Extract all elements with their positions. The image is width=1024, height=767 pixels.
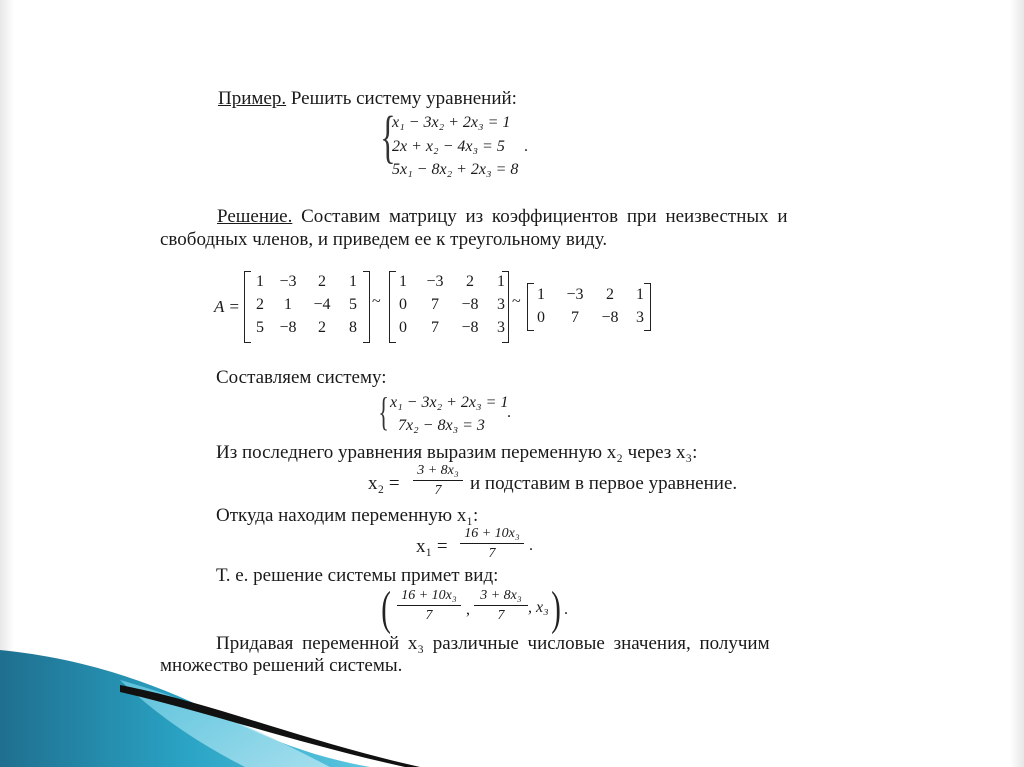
x1-lhs: x₁ = xyxy=(416,536,448,557)
x2-lhs: x₂ = xyxy=(368,473,400,494)
tilde-2: ~ xyxy=(512,293,521,310)
x2-rest: и подставим в первое уравнение. xyxy=(470,473,738,494)
m3-cell: 2 xyxy=(606,286,614,303)
system1-brace: { xyxy=(380,104,396,169)
m2-cell: 2 xyxy=(466,273,474,290)
right-edge-shadow xyxy=(1010,0,1024,767)
m1-cell: 2 xyxy=(318,273,326,290)
m1-cell: −4 xyxy=(313,296,331,313)
system1-eq1: x₁ − 3x₂ + 2x₃ = 1 xyxy=(392,114,511,131)
m1-cell: 1 xyxy=(256,273,264,290)
x1-fraction xyxy=(460,527,524,561)
system2-eq1: x₁ − 3x₂ + 2x₃ = 1 xyxy=(390,394,509,411)
x2-numerator: 3 + 8x₃ xyxy=(413,464,463,481)
m2-cell: 0 xyxy=(399,319,407,336)
system1-eq2: 2x + x₂ − 4x₃ = 5 xyxy=(392,138,505,155)
m2-cell: 1 xyxy=(399,273,407,290)
m1-cell: 1 xyxy=(284,296,292,313)
tuple-x3: , x₃ xyxy=(528,599,549,616)
m3-cell: 7 xyxy=(571,309,579,326)
m1-cell: 5 xyxy=(349,296,357,313)
system2-eq2: 7x₂ − 8x₃ = 3 xyxy=(398,417,485,434)
m3-cell: 1 xyxy=(537,286,545,303)
system1-dot: . xyxy=(524,138,528,155)
m1-cell: 2 xyxy=(256,296,264,313)
tuple-fraction1: $\frac{\text{16 + 10x₃}}{7}$ xyxy=(397,589,461,623)
compose-text: Составляем систему: xyxy=(216,367,387,388)
m2-cell: 0 xyxy=(399,296,407,313)
final-line1: Придавая переменной x₃ различные числовые значения, получим xyxy=(216,633,770,654)
m2-cell: 7 xyxy=(431,296,439,313)
m2-cell: 3 xyxy=(497,319,505,336)
tuple-comma: , xyxy=(466,601,470,618)
m2-cell: 1 xyxy=(497,273,505,290)
m1-cell: −8 xyxy=(279,319,297,336)
solution-line1: Решение. Составим матрицу из коэффициентов при неизвестных и xyxy=(217,206,788,227)
x2-denominator: 7 xyxy=(434,483,442,498)
m2-cell: 3 xyxy=(497,296,505,313)
system2-brace: { xyxy=(378,389,389,434)
example-heading: Пример. Решить систему уравнений: xyxy=(218,88,517,109)
tuple-left-paren: ( xyxy=(381,582,391,635)
m3-cell: 3 xyxy=(636,309,644,326)
m1-cell: 1 xyxy=(349,273,357,290)
tuple-fraction2: $\frac{\text{3 + 8x₃}}{7}$ xyxy=(474,589,528,623)
x2-fraction xyxy=(413,464,463,498)
m3-cell: −8 xyxy=(601,309,619,326)
matrix-name: A = xyxy=(214,297,240,316)
m3-cell: 0 xyxy=(537,309,545,326)
m2-cell: −8 xyxy=(461,296,479,313)
system2-dot: . xyxy=(507,404,511,421)
m2-cell: −8 xyxy=(461,319,479,336)
m2-cell: −3 xyxy=(426,273,444,290)
m2-cell: 7 xyxy=(431,319,439,336)
decorative-wave xyxy=(0,640,420,767)
find-text: Откуда находим переменную x₁: xyxy=(216,505,479,526)
tuple-dot: . xyxy=(564,601,568,618)
m1-cell: 5 xyxy=(256,319,264,336)
m1-cell: 2 xyxy=(318,319,326,336)
x1-denominator: 7 xyxy=(488,546,496,561)
tuple-right-paren: ) xyxy=(551,582,561,635)
x1-dot: . xyxy=(529,537,533,554)
m3-cell: 1 xyxy=(636,286,644,303)
express-text: Из последнего уравнения выразим переменную x₂ через x₃: xyxy=(216,442,698,463)
x1-numerator: 16 + 10x₃ xyxy=(460,527,524,544)
general-text: Т. е. решение системы примет вид: xyxy=(216,565,499,586)
solution-line2: свободных членов, и приведем ее к треугольному виду. xyxy=(160,229,608,250)
tilde-1: ~ xyxy=(372,293,381,310)
system1-eq3: 5x₁ − 8x₂ + 2x₃ = 8 xyxy=(392,161,519,178)
final-line2: множество решений системы. xyxy=(160,655,403,676)
m3-cell: −3 xyxy=(566,286,584,303)
m1-cell: 8 xyxy=(349,319,357,336)
m1-cell: −3 xyxy=(279,273,297,290)
